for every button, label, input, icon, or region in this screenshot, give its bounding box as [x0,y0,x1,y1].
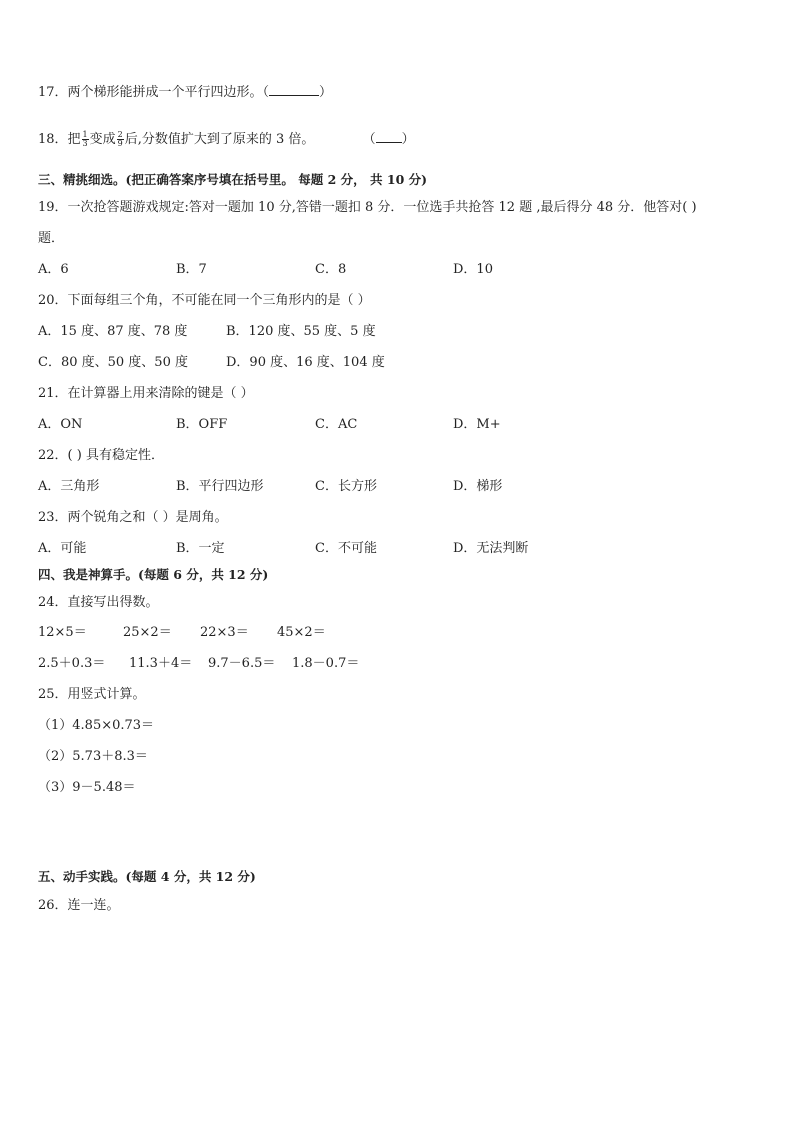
question-18-middle: 变成 [89,132,116,147]
vertical-calc-item-2: （2）5.73＋8.3＝ [38,749,148,764]
question-18-close: ） [401,132,415,147]
section-5-heading: 五、动手实践。(每题 4 分，共 12 分) [38,869,256,884]
question-19-line1: 19．一次抢答题游戏规定:答对一题加 10 分,答错一题扣 8 分．一位选手共抢答 12 题 ,最后得分 48 分．他答对( ) [38,200,697,215]
option-d[interactable]: D．梯形 [453,479,503,494]
question-18-prefix: 18．把 [38,132,81,147]
calc-item: 2.5＋0.3＝ [38,656,106,671]
option-b[interactable]: B．平行四边形 [176,479,264,494]
fraction-one-third: $\frac{1}{3}$ [82,130,88,148]
question-22: 22．( ) 具有稳定性． [38,448,164,463]
answer-blank[interactable] [269,83,319,96]
question-18 [38,130,415,149]
question-17-close: ） [319,85,333,100]
question-17-text: 17．两个梯形能拼成一个平行四边形。（ [38,85,270,100]
option-a[interactable]: A．三角形 [38,479,100,494]
vertical-calc-item-1: （1）4.85×0.73＝ [38,718,155,733]
option-d[interactable]: D．10 [453,262,493,277]
question-20: 20．下面每组三个角，不可能在同一个三角形内的是（ ） [38,293,371,308]
question-17 [38,83,332,102]
calc-item: 12×5＝ [38,625,87,640]
option-a[interactable]: A．6 [38,262,69,277]
option-b[interactable]: B．一定 [176,541,225,556]
option-c[interactable]: C．80 度、50 度、50 度 [38,355,188,370]
option-a[interactable]: A．15 度、87 度、78 度 [38,324,188,339]
option-c[interactable]: C．不可能 [315,541,377,556]
option-a[interactable]: A．ON [38,417,83,432]
calc-item: 1.8－0.7＝ [292,656,360,671]
option-d[interactable]: D．90 度、16 度、104 度 [226,355,385,370]
vertical-calc-item-3: （3）9－5.48＝ [38,780,136,795]
calc-item: 25×2＝ [123,625,172,640]
question-18-suffix: 后,分数值扩大到了原来的 3 倍。 [124,132,315,147]
option-d[interactable]: D．无法判断 [453,541,529,556]
question-25: 25．用竖式计算。 [38,687,146,702]
question-21: 21．在计算器上用来清除的键是（ ） [38,386,254,401]
calc-item: 22×3＝ [200,625,249,640]
section-4-heading: 四、我是神算手。(每题 6 分，共 12 分) [38,567,269,582]
option-b[interactable]: B．7 [176,262,207,277]
question-24: 24．直接写出得数。 [38,595,159,610]
question-18-open: （ [362,132,376,147]
calc-item: 45×2＝ [277,625,326,640]
option-b[interactable]: B．120 度、55 度、5 度 [226,324,376,339]
question-26: 26．连一连。 [38,898,120,913]
calc-item: 11.3＋4＝ [129,656,193,671]
calc-item: 9.7－6.5＝ [208,656,276,671]
fraction-two-ninths: $\frac{2}{9}$ [117,130,123,148]
option-a[interactable]: A．可能 [38,541,87,556]
option-c[interactable]: C．AC [315,417,358,432]
section-3-heading: 三、精挑细选。(把正确答案序号填在括号里。 每题 2 分， 共 10 分) [38,172,428,187]
question-19-line2: 题． [38,231,65,246]
option-d[interactable]: D．M+ [453,417,501,432]
answer-blank[interactable] [376,130,402,143]
option-b[interactable]: B．OFF [176,417,228,432]
question-23: 23．两个锐角之和（ ）是周角。 [38,510,228,525]
option-c[interactable]: C．长方形 [315,479,377,494]
option-c[interactable]: C．8 [315,262,347,277]
